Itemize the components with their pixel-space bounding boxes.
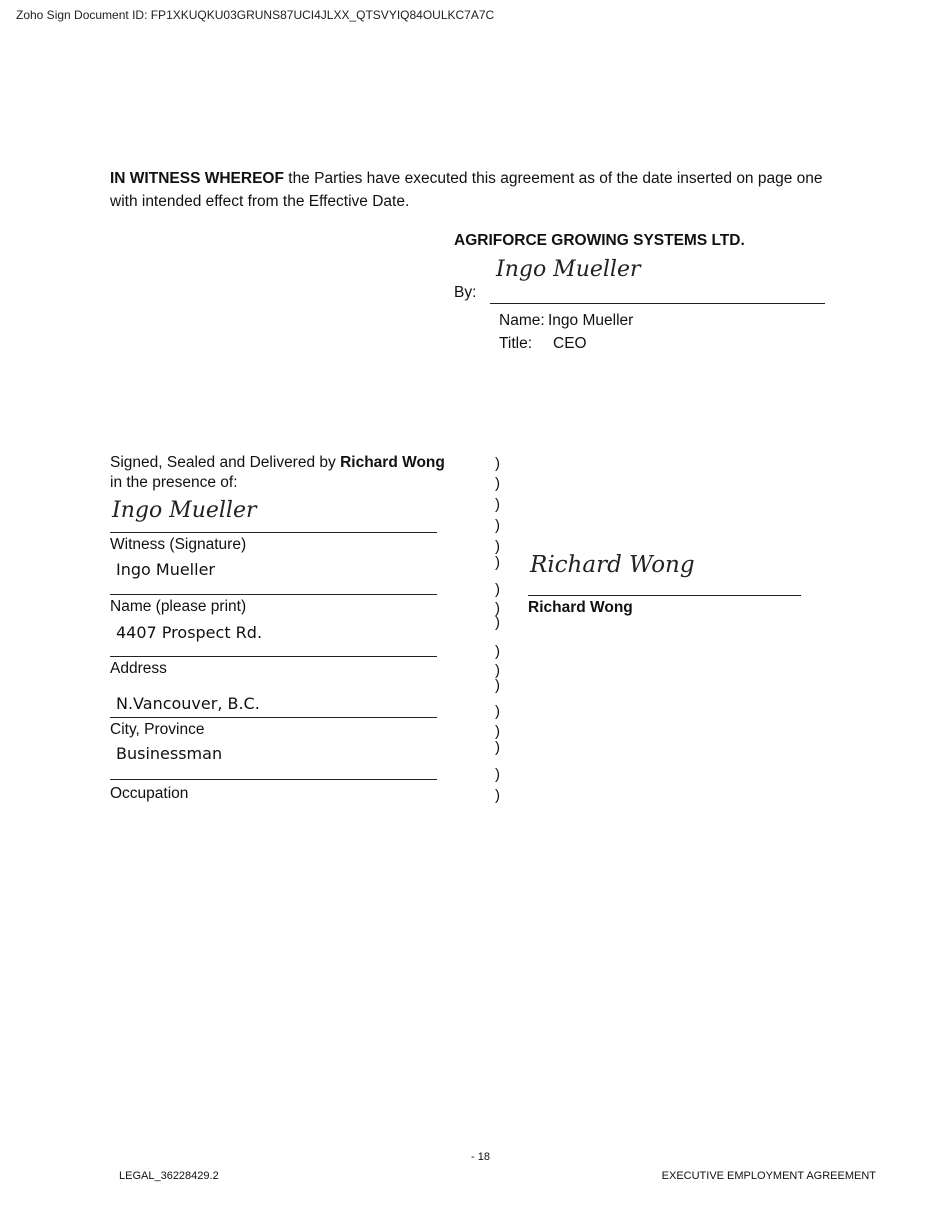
legal-reference: LEGAL_36228429.2 [119,1170,219,1182]
intro-employee-name: Richard Wong [340,454,445,471]
paren: ) [495,643,500,660]
occupation-line [110,779,437,780]
witness-clause-rest: the Parties have executed this agreement as of the date inserted on page one [283,170,823,187]
field-label-city: City, Province [110,721,205,738]
company-signer-title: CEO [553,335,587,352]
paren: ) [495,538,500,555]
witness-signature-text: Ingo Mueller [112,498,257,523]
name-line [110,594,437,595]
address-line [110,656,437,657]
company-signature-line [490,303,825,304]
intro-prefix: Signed, Sealed and Delivered by [110,454,341,471]
page-number: - 18 [471,1151,490,1163]
company-name-label: Name: [499,312,545,329]
field-value-witness: Ingo Mueller [116,560,215,579]
document-title: EXECUTIVE EMPLOYMENT AGREEMENT [661,1170,876,1182]
witness-signature [110,493,270,529]
employee-signature-text: Richard Wong [530,552,695,578]
by-label: By: [454,284,477,301]
paren: ) [495,475,500,492]
paren: ) [495,739,500,756]
company-signature-text: Ingo Mueller [496,257,641,282]
field-label-witness: Witness (Signature) [110,536,247,553]
field-value-name: 4407 Prospect Rd. [116,623,263,642]
witness-clause-line2: with intended effect from the Effective Date. [110,193,410,210]
company-title-label: Title: [499,335,533,352]
paren: ) [495,723,500,740]
employee-signature [528,545,728,585]
paren: ) [495,554,500,571]
document-id: Zoho Sign Document ID: FP1XKUQKU03GRUNS87UCI4JLXX_QTSVYIQ84OULKC7A7C [16,8,495,22]
field-value-city: Businessman [116,744,223,763]
paren: ) [495,517,500,534]
paren: ) [495,662,500,679]
witness-clause-line1 [110,167,823,190]
paren: ) [495,496,500,513]
field-value-address: N.Vancouver, B.C. [116,694,260,713]
field-label-name: Name (please print) [110,598,247,615]
city-line [110,717,437,718]
intro-presence: in the presence of: [110,474,238,491]
witness-signature-line [110,532,437,533]
company-signer-name: Ingo Mueller [548,312,634,329]
signed-sealed-intro [110,453,445,473]
company-signature [494,252,654,288]
paren: ) [495,581,500,598]
paren: ) [495,455,500,472]
paren: ) [495,766,500,783]
paren: ) [495,600,500,617]
field-label-occupation: Occupation [110,785,189,802]
field-label-address: Address [110,660,167,677]
paren: ) [495,703,500,720]
paren: ) [495,677,500,694]
employee-name: Richard Wong [528,599,633,616]
employee-signature-line [528,595,801,596]
witness-clause-lead: IN WITNESS WHEREOF [110,170,284,187]
paren: ) [495,787,500,804]
company-name: AGRIFORCE GROWING SYSTEMS LTD. [454,232,745,249]
paren: ) [495,614,500,631]
